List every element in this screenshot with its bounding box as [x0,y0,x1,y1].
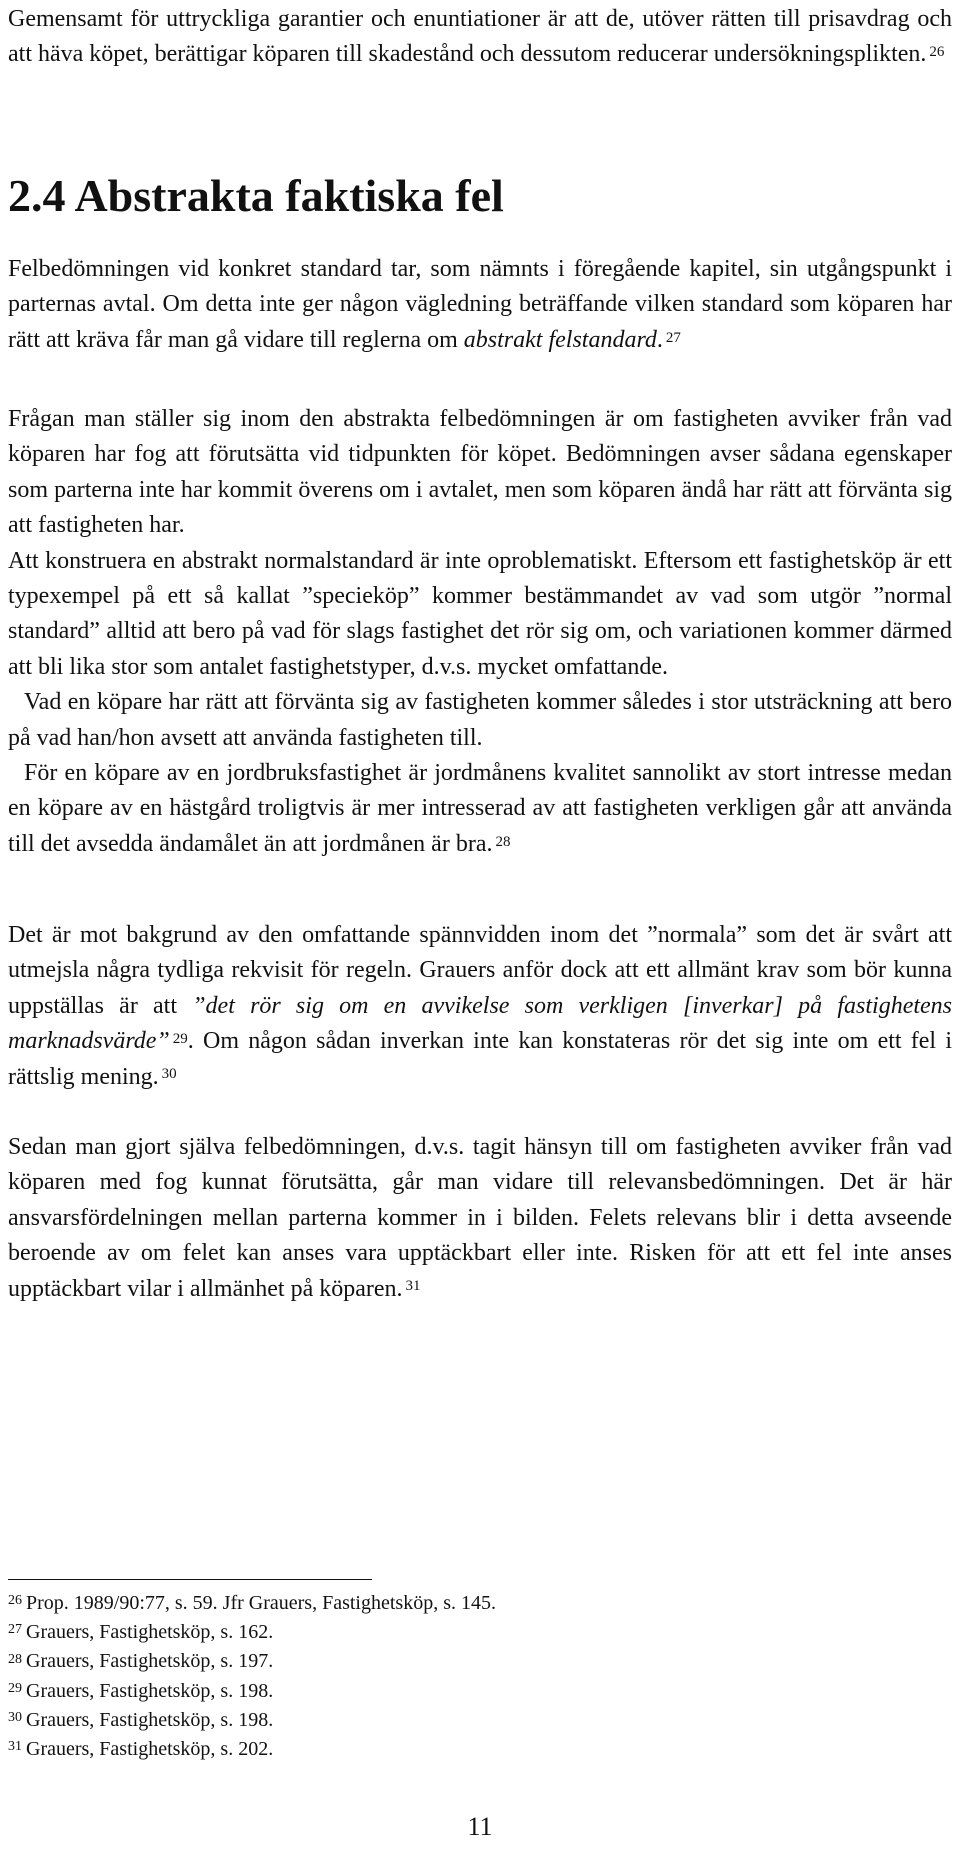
page-number: 11 [467,1812,493,1841]
footnote-number: 29 [8,1680,22,1696]
paragraph-4: Vad en köpare har rätt att förvänta sig av fastigheten kommer således i stor utsträckning att bero på vad han/hon avsett att använda fastigheten till. [8,689,952,751]
paragraph-5 [8,756,952,862]
footnote-number: 26 [8,1593,22,1609]
footnote-ref-26[interactable]: 26 [929,44,945,61]
paragraph-7 [8,1130,952,1307]
paragraph-6 [8,918,952,1095]
paragraph-1-tail: . [656,326,663,353]
footnote-ref-29[interactable]: 29 [172,1030,188,1047]
footnote-item [8,1618,908,1647]
footnote-item [8,1706,908,1735]
footnote-number: 30 [8,1709,22,1725]
footnote-item [8,1647,908,1676]
footnote-ref-31[interactable]: 31 [405,1278,421,1295]
paragraph-3: Att konstruera en abstrakt normalstandard är inte oproblematiskt. Eftersom ett fastighetsköp är ett typexempel på ett så kallat ”specieköp” kommer bestämmandet av vad som utgör ”normal standard” alltid att bero på vad för slags fastighet det rör sig om, och variationen kommer därmed att bli lika stor som antalet fastighetstyper, d.v.s. mycket omfattande. [8,547,952,680]
footnote-text: Grauers, Fastighetsköp, s. 162. [26,1621,274,1644]
paragraph-1 [8,252,952,358]
paragraph-7-block [8,1130,952,1307]
footnote-ref-28[interactable]: 28 [495,833,511,850]
paragraph-1-block [8,252,952,358]
paragraph-2-block [8,402,952,862]
footnote-text: Prop. 1989/90:77, s. 59. Jfr Grauers, Fastighetsköp, s. 145. [26,1592,496,1614]
footnote-number: 31 [8,1739,22,1755]
intro-paragraph [8,2,952,73]
paragraph-2: Frågan man ställer sig inom den abstrakta felbedömningen är om fastigheten avviker från vad köparen har fog att förutsätta vid tidpunkten för köpet. Bedömningen avser sådana egenskaper som parterna inte har kommit överens om i avtalet, men som köparen ändå har rätt att förvänta sig att fastigheten har. [8,406,952,539]
footnote-text: Grauers, Fastighetsköp, s. 198. [26,1679,274,1702]
footnote-divider [8,1579,372,1580]
footnote-number: 28 [8,1651,22,1667]
paragraph-7-text: Sedan man gjort själva felbedömningen, d.v.s. tagit hänsyn till om fastigheten avviker från vad köparen med fog kunnat förutsätta, går man vidare till relevansbedömningen. Det är här ansvarsfördelningen mellan parterna kommer in i bilden. Felets relevans blir i detta avseende beroende av om felet kan anses vara upptäckbart eller inte. Risken för att ett fel inte anses upptäckbart vilar i allmänhet på köparen. [8,1134,952,1302]
footnote-item [8,1589,908,1618]
footnote-text: Grauers, Fastighetsköp, s. 198. [26,1708,274,1731]
footnote-item [8,1677,908,1706]
footnote-item [8,1735,908,1764]
intro-text: Gemensamt för uttryckliga garantier och enuntiationer är att de, utöver rätten till prisavdrag och att häva köpet, berättigar köparen till skadestånd och dessutom reducerar undersökningsplikten. [8,6,952,68]
footnote-ref-27[interactable]: 27 [665,329,681,346]
paragraph-1-emphasis: abstrakt felstandard [463,326,657,353]
section-heading: 2.4 Abstrakta faktiska fel [8,170,504,221]
paragraph-6-text: Det är mot bakgrund av den omfattande spännvidden inom det ”normala” som det är svårt att utmejsla några tydliga rekvisit för regeln. Grauers anför dock att ett allmänt krav som bör kunna uppställas är att [8,922,952,1019]
paragraph-6-block [8,918,952,1095]
paragraph-1-text: Felbedömningen vid konkret standard tar, som nämnts i föregående kapitel, sin utgångspunkt i parternas avtal. Om detta inte ger någon vägledning beträffande vilken standard som köparen har rätt att kräva får man gå vidare till reglerna om [8,256,952,353]
footnotes-list [8,1589,908,1764]
footnote-text: Grauers, Fastighetsköp, s. 202. [26,1738,274,1761]
paragraph-6-quote: ”det rör sig om en avvikelse som verkligen [inverkar] på fastighetens marknadsvärde” [8,992,953,1055]
footnote-ref-30[interactable]: 30 [161,1066,177,1083]
footnote-number: 27 [8,1622,22,1638]
paragraph-6-tail: . Om någon sådan inverkan inte kan konstateras rör det sig inte om ett fel i rättslig mening. [8,1028,952,1090]
paragraph-5-text: För en köpare av en jordbruksfastighet är jordmånens kvalitet sannolikt av stort intresse medan en köpare av en hästgård troligtvis är mer intresserad av att fastigheten verkligen går att använda till det avsedda ändamålet än att jordmånen är bra. [8,760,952,857]
intro-paragraph-block [8,2,952,73]
footnote-text: Grauers, Fastighetsköp, s. 197. [26,1650,274,1673]
